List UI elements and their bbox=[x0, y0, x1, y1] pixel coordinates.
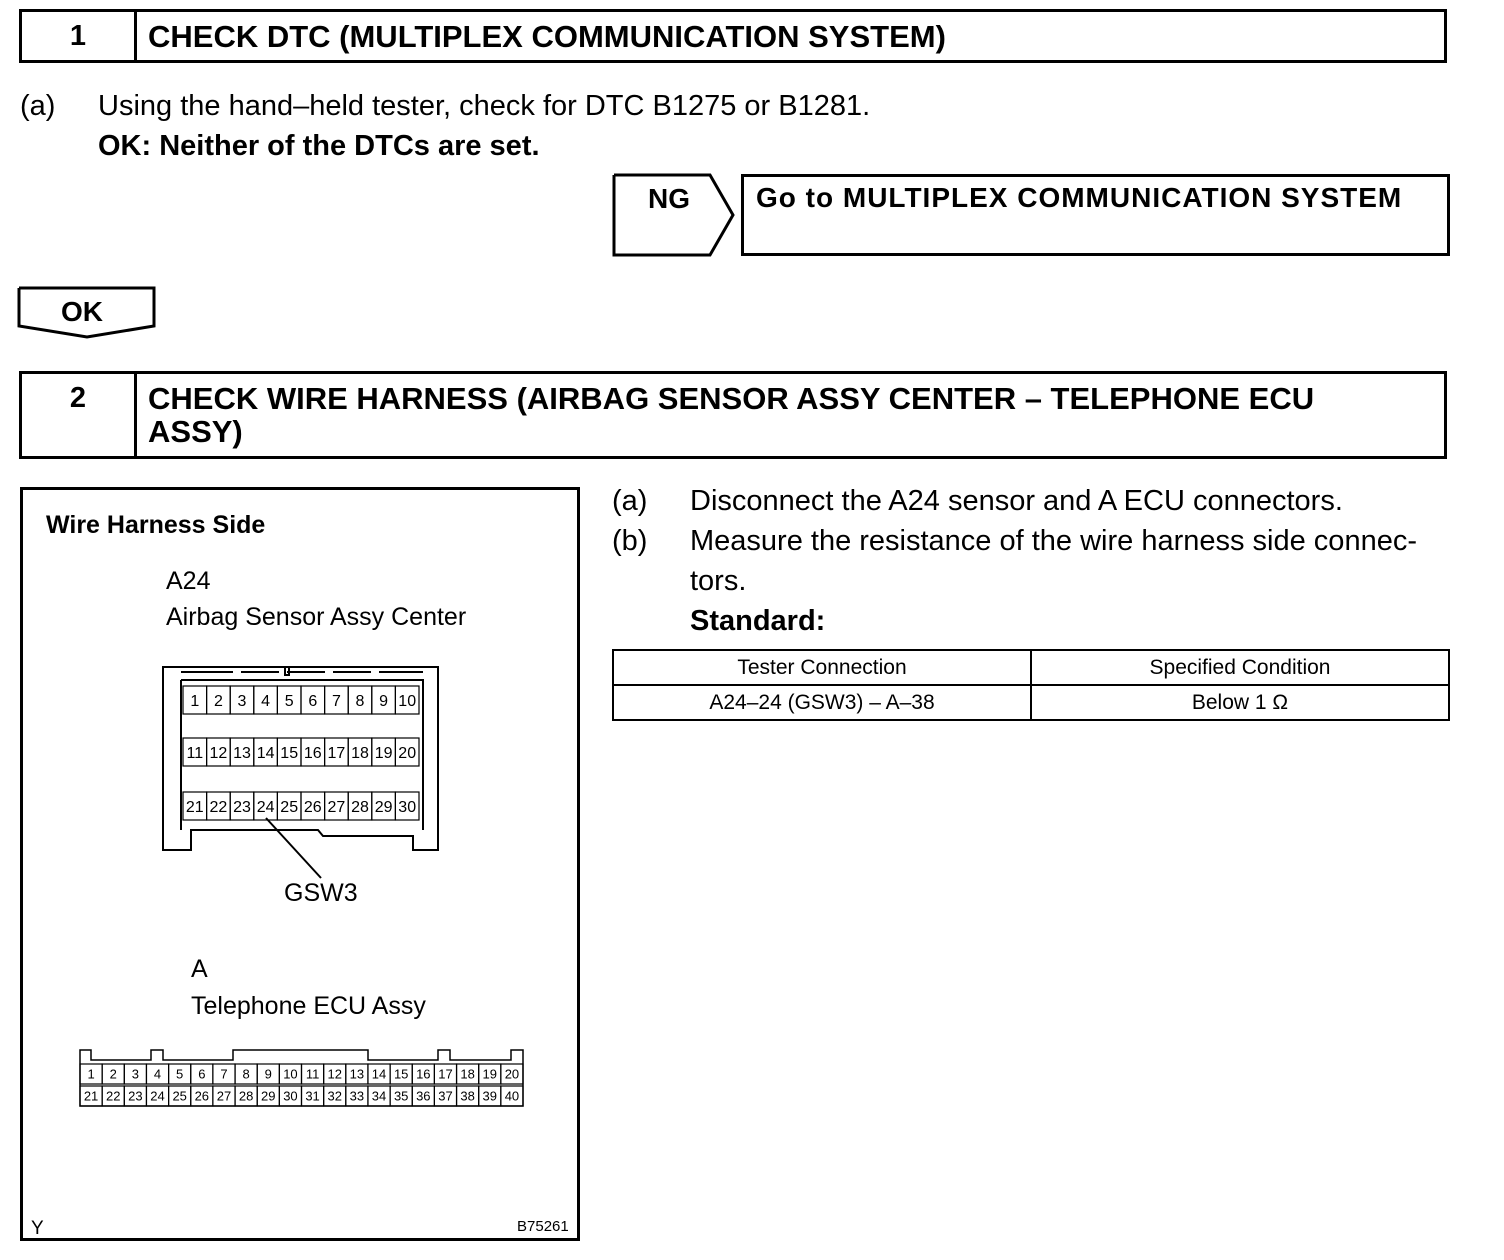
a-pins bbox=[80, 1064, 523, 1106]
pin-label: 22 bbox=[105, 1088, 121, 1104]
pin-label: 18 bbox=[460, 1066, 475, 1082]
pin-label: 19 bbox=[482, 1066, 498, 1082]
pin-label: 1 bbox=[190, 692, 200, 710]
pin-label: 25 bbox=[280, 798, 299, 816]
pin-label: 33 bbox=[349, 1088, 365, 1104]
pin-label: 4 bbox=[153, 1066, 162, 1082]
a24-name: Airbag Sensor Assy Center bbox=[166, 603, 467, 631]
pin-label: 18 bbox=[351, 744, 369, 762]
pin-label: 30 bbox=[283, 1088, 298, 1104]
pin-label: 13 bbox=[233, 744, 251, 762]
pin-label: 10 bbox=[283, 1066, 298, 1082]
pin-label: 12 bbox=[327, 1066, 342, 1082]
pin-label: 27 bbox=[216, 1088, 232, 1104]
step2-marker-a: (a) bbox=[612, 485, 648, 517]
pin-label: 19 bbox=[374, 744, 393, 762]
gsw3-label: GSW3 bbox=[284, 879, 358, 907]
pin-label: 32 bbox=[327, 1088, 342, 1104]
pin-label: 28 bbox=[238, 1088, 254, 1104]
pin-label: 9 bbox=[379, 692, 389, 710]
pin-label: 29 bbox=[261, 1088, 276, 1104]
pin-label: 16 bbox=[303, 744, 322, 762]
corner-label: Y bbox=[31, 1218, 44, 1238]
table-row bbox=[613, 685, 1449, 720]
table-header-cell: Specified Condition bbox=[1031, 650, 1449, 685]
figure-id: B75261 bbox=[517, 1218, 569, 1235]
a-code: A bbox=[191, 955, 208, 983]
step2-marker-b: (b) bbox=[612, 525, 648, 557]
pin-label: 29 bbox=[374, 798, 393, 816]
pin-label: 23 bbox=[233, 798, 251, 816]
pin-label: 8 bbox=[355, 692, 365, 710]
step1-header bbox=[19, 9, 1447, 63]
pin-label: 3 bbox=[237, 692, 247, 710]
pin-label: 11 bbox=[186, 744, 204, 762]
ng-action-text: Go to MULTIPLEX COMMUNICATION SYSTEM bbox=[756, 182, 1403, 213]
gsw3-pointer-line bbox=[266, 818, 321, 878]
pin-label: 15 bbox=[280, 744, 299, 762]
pin-label: 31 bbox=[305, 1088, 320, 1104]
table-header-row bbox=[613, 650, 1449, 685]
pin-label: 16 bbox=[416, 1066, 431, 1082]
pin-label: 5 bbox=[284, 692, 294, 710]
pin-label: 20 bbox=[504, 1066, 520, 1082]
pin-label: 7 bbox=[220, 1066, 228, 1082]
pin-label: 12 bbox=[209, 744, 228, 762]
pin-label: 14 bbox=[371, 1066, 387, 1082]
step1-ok-condition: OK: Neither of the DTCs are set. bbox=[98, 130, 540, 162]
step2-number: 2 bbox=[22, 374, 137, 456]
pin-label: 1 bbox=[87, 1066, 95, 1082]
pin-label: 36 bbox=[416, 1088, 431, 1104]
diagram-title: Wire Harness Side bbox=[46, 511, 266, 539]
pin-label: 8 bbox=[242, 1066, 250, 1082]
pin-label: 20 bbox=[398, 744, 417, 762]
pin-label: 30 bbox=[398, 798, 417, 816]
pin-label: 11 bbox=[305, 1066, 320, 1082]
step2-title-line2: ASSY) bbox=[148, 414, 243, 449]
a-name: Telephone ECU Assy bbox=[191, 992, 426, 1020]
a24-pins bbox=[183, 686, 419, 820]
pin-label: 21 bbox=[185, 798, 204, 816]
pin-label: 21 bbox=[83, 1088, 99, 1104]
table-cell: Below 1 Ω bbox=[1031, 685, 1449, 720]
standard-table bbox=[612, 649, 1450, 721]
pin-label: 34 bbox=[371, 1088, 387, 1104]
pin-label: 25 bbox=[172, 1088, 187, 1104]
step1-marker: (a) bbox=[20, 90, 56, 122]
step2-instruction-a: Disconnect the A24 sensor and A ECU connectors. bbox=[690, 485, 1343, 517]
pin-label: 14 bbox=[256, 744, 275, 762]
pin-label: 39 bbox=[482, 1088, 498, 1104]
connector-diagram-svg bbox=[23, 490, 577, 1238]
pin-label: 4 bbox=[261, 692, 271, 710]
pin-label: 7 bbox=[331, 692, 341, 710]
connector-diagram bbox=[20, 487, 580, 1241]
pin-label: 26 bbox=[303, 798, 322, 816]
pin-label: 17 bbox=[438, 1066, 453, 1082]
pin-label: 2 bbox=[109, 1066, 117, 1082]
pin-label: 9 bbox=[264, 1066, 272, 1082]
a24-code: A24 bbox=[166, 567, 211, 595]
pin-label: 26 bbox=[194, 1088, 210, 1104]
pin-label: 28 bbox=[351, 798, 369, 816]
pin-label: 2 bbox=[213, 692, 223, 710]
step1-number: 1 bbox=[22, 12, 137, 60]
pin-label: 23 bbox=[128, 1088, 143, 1104]
table-header-cell: Tester Connection bbox=[613, 650, 1031, 685]
pin-label: 37 bbox=[438, 1088, 453, 1104]
pin-label: 10 bbox=[398, 692, 417, 710]
pin-label: 6 bbox=[308, 692, 318, 710]
pin-label: 38 bbox=[460, 1088, 475, 1104]
pin-label: 15 bbox=[393, 1066, 409, 1082]
pin-label: 24 bbox=[150, 1088, 165, 1104]
pin-label: 22 bbox=[209, 798, 228, 816]
pin-label: 24 bbox=[256, 798, 275, 816]
pin-label: 13 bbox=[349, 1066, 365, 1082]
pin-label: 40 bbox=[504, 1088, 520, 1104]
pin-label: 27 bbox=[327, 798, 346, 816]
ng-label: NG bbox=[648, 183, 690, 214]
standard-label: Standard: bbox=[690, 605, 826, 637]
step2-header bbox=[19, 371, 1447, 459]
step2-instruction-b-line2: tors. bbox=[690, 565, 747, 597]
step1-instruction: Using the hand–held tester, check for DTC B1275 or B1281. bbox=[98, 90, 871, 122]
pin-label: 5 bbox=[176, 1066, 184, 1082]
ok-label: OK bbox=[61, 296, 103, 327]
pin-label: 17 bbox=[327, 744, 346, 762]
pin-label: 6 bbox=[198, 1066, 206, 1082]
pin-label: 35 bbox=[393, 1088, 409, 1104]
step1-title: CHECK DTC (MULTIPLEX COMMUNICATION SYSTEM) bbox=[148, 19, 946, 54]
pin-label: 3 bbox=[131, 1066, 139, 1082]
step2-title-line1: CHECK WIRE HARNESS (AIRBAG SENSOR ASSY CENTER – TELEPHONE ECU bbox=[148, 381, 1315, 416]
table-cell: A24–24 (GSW3) – A–38 bbox=[613, 685, 1031, 720]
step2-instruction-b-line1: Measure the resistance of the wire harness side connec- bbox=[690, 525, 1417, 557]
